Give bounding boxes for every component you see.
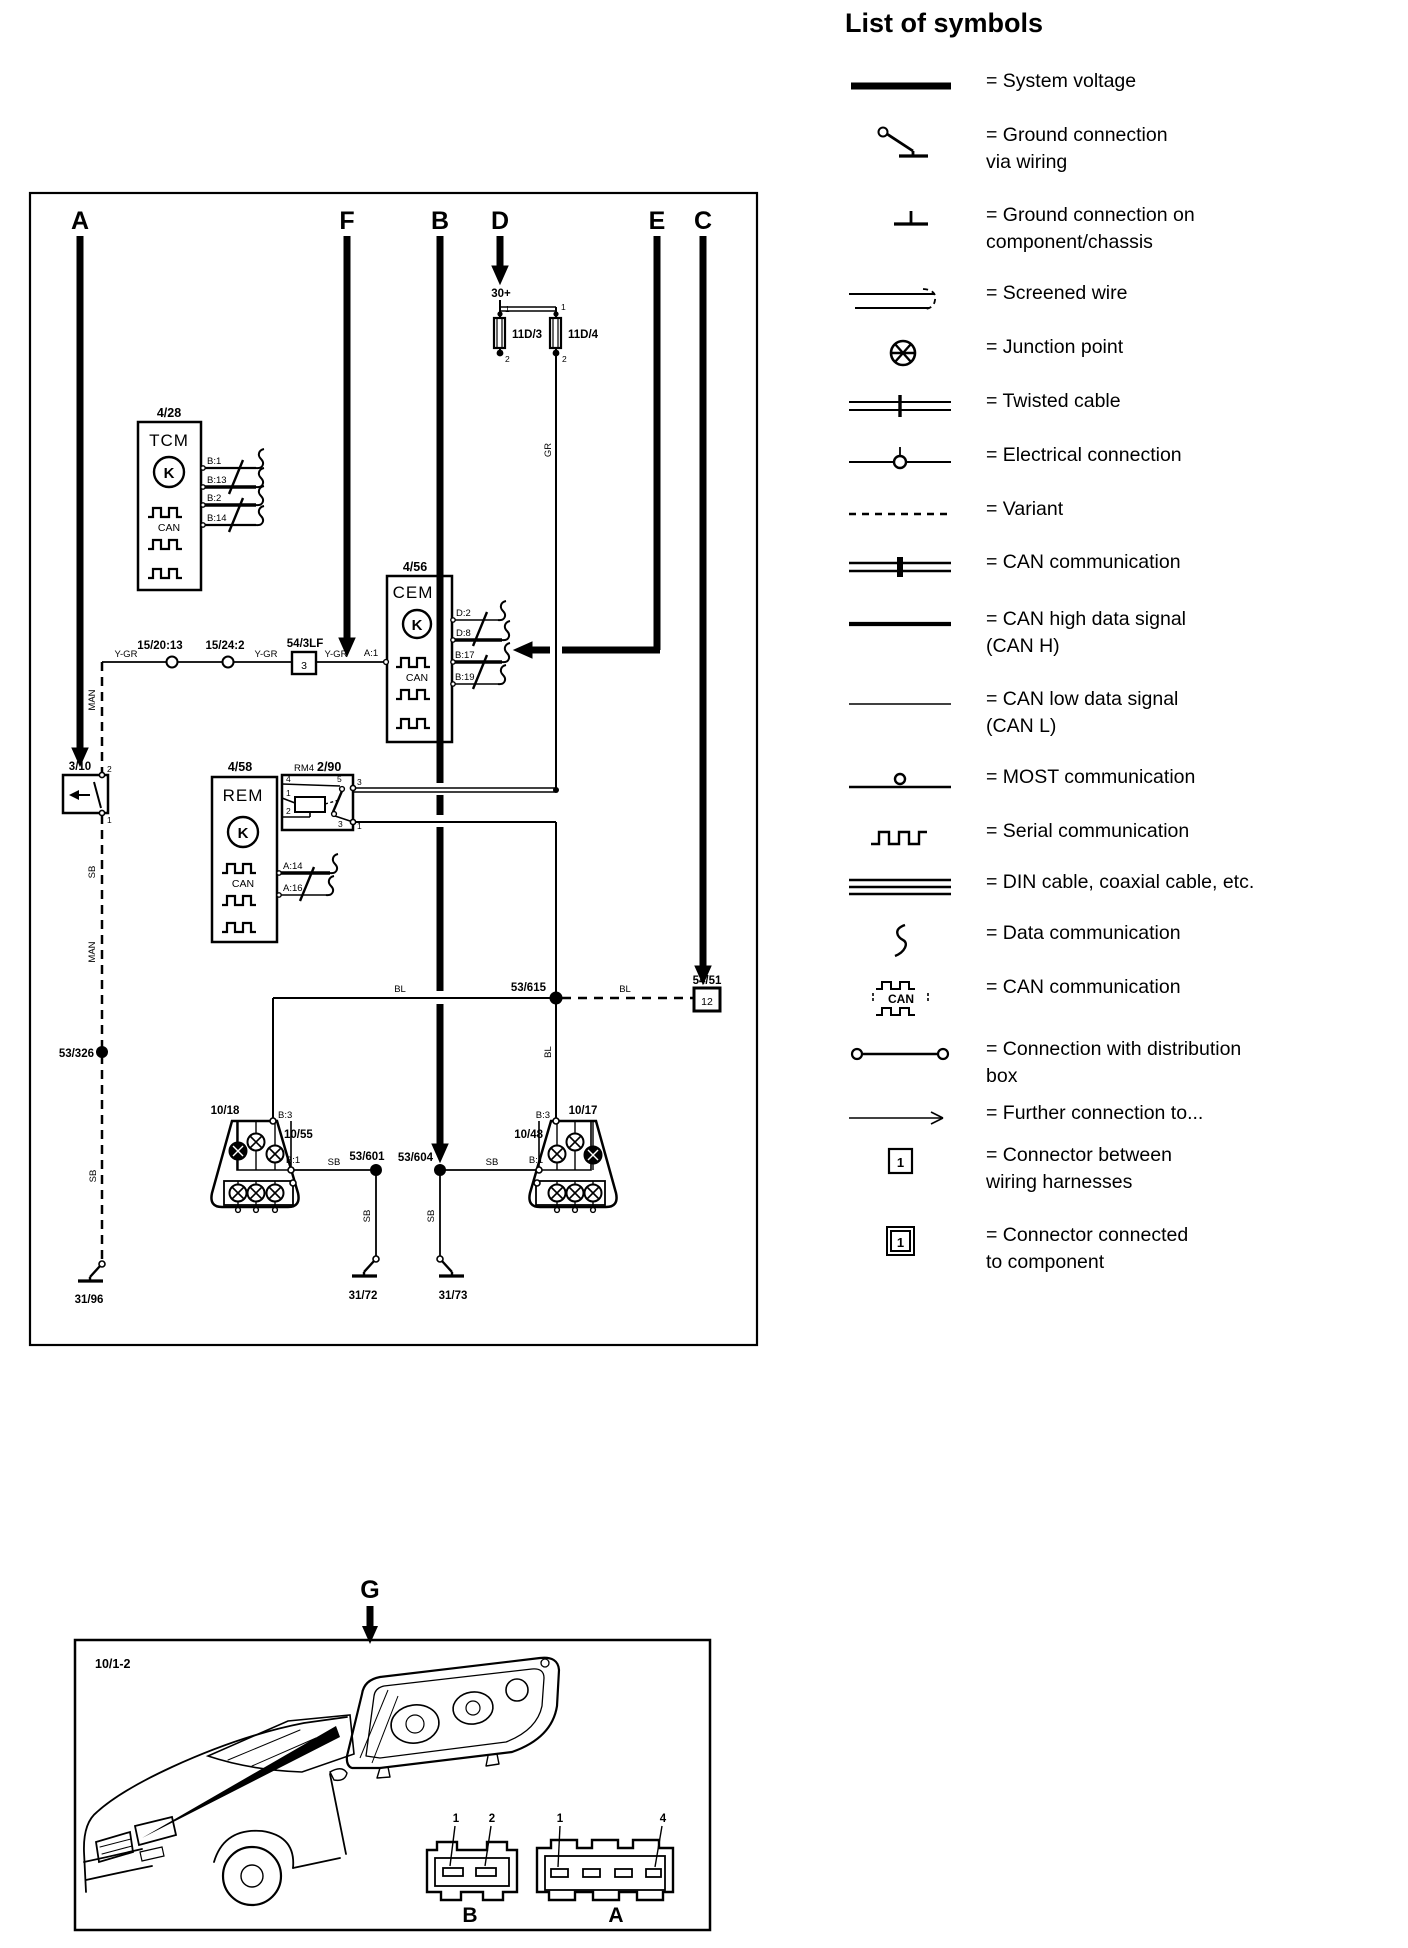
tcm-can: CAN [157,522,181,534]
symbol-legend [843,0,1408,1330]
wire-label-man: MAN [87,941,98,963]
legend-label: = Connector connected [986,1224,1189,1246]
tcm-module [138,406,264,590]
legend-label2: box [986,1065,1018,1087]
fuse-11d4 [550,302,599,364]
cem-k: K [411,617,423,634]
fuse-11d3-label: 11D/3 [512,329,543,341]
lamp-left-sub: 10/55 [284,1129,313,1141]
rem-pin-a14: A:14 [283,861,303,872]
tcm-pin-b2: B:2 [207,493,222,504]
fuse-11d4-label: 11D/4 [568,329,599,341]
connector-component-num: 1 [896,1235,905,1250]
lamp-cluster-left [211,1105,314,1212]
wire-label-gr: GR [543,442,554,458]
lamp-icon [567,1185,584,1202]
cem-pin-b19: B:19 [455,672,475,683]
figure-ref: 10/1-2 [95,1657,131,1671]
ygr-row [115,638,348,674]
legend-row-can-communication [843,549,1408,584]
can-box-icon [843,975,978,1021]
relay-pin5: 5 [337,774,342,784]
wire-junction [553,787,559,793]
connector-harness-icon [843,1143,978,1181]
ground-31-73-label: 31/73 [438,1290,468,1302]
cem-ref: 4/56 [402,560,428,574]
junction-point-icon [843,335,978,371]
can-communication-icon [843,550,978,584]
letter-f: F [339,207,355,235]
connector-54-51 [693,975,722,1011]
ground-on-component-icon [843,203,978,237]
system-voltage-icon [843,69,978,103]
legend-row-can-communication-box [843,974,1408,1021]
legend-row-ground-via-wiring [843,122,1408,176]
tcm-name: TCM [149,431,189,450]
cem-pin-d2: D:2 [456,608,471,619]
arrow-d [492,266,508,284]
lamp-left-pin-b1: B:1 [285,1155,301,1166]
legend-label: = DIN cable, coaxial cable, etc. [986,871,1255,893]
legend-label: = Twisted cable [986,390,1121,412]
legend-label: = MOST communication [986,766,1196,788]
rem-pin-a16: A:16 [283,883,303,894]
further-connection-icon [843,1101,978,1135]
pin-b3-terminal [270,1118,276,1124]
tcm-k: K [163,465,175,482]
legend-label: = CAN high data signal [986,608,1186,630]
diagram-frame [30,193,757,1345]
pin-b1-terminal [536,1167,542,1173]
lamp-icon [267,1185,284,1202]
car-illustration [84,1715,354,1905]
lamp-icon [567,1134,584,1151]
legend-label: = CAN communication [986,976,1181,998]
lamp-right-pin-b3: B:3 [535,1110,550,1121]
connector-harness-num: 1 [896,1155,905,1170]
distribution-box-icon [843,1037,978,1071]
fuse-11d3 [494,304,542,364]
lamp-icon [267,1146,284,1163]
lamp-cluster-right [514,1105,616,1212]
main-wiring-diagram [0,0,770,1360]
connector-a-pin4: 4 [659,1813,667,1825]
ground-31-72 [349,1256,379,1302]
legend-label: = Junction point [986,336,1124,358]
legend-row-further-connection [843,1100,1408,1135]
legend-label: = Data communication [986,922,1181,944]
switch-pin1: 1 [107,815,112,825]
lamp-right-ref: 10/17 [568,1105,598,1117]
junction-53-604-label: 53/604 [397,1152,433,1164]
twisted-cable-icon [843,389,978,423]
wire-label-man: MAN [87,689,98,711]
relay-pin2: 2 [286,806,291,816]
wire-label-sb: SB [362,1209,373,1223]
legend-label: = System voltage [986,70,1137,92]
can-low-icon [843,687,978,721]
legend-row-din-cable [843,869,1408,904]
variant-icon [843,497,978,531]
ground-31-73 [437,1256,467,1302]
cem-name: CEM [392,583,434,602]
rem-ref: 4/58 [227,760,253,774]
legend-row-ground-on-component [843,202,1408,256]
wire-label-sb: SB [88,1169,99,1183]
legend-label: = Screened wire [986,282,1128,304]
junction-15-20-13: 15/20:13 [137,640,183,652]
ground-31-96-label: 31/96 [74,1294,104,1306]
legend-label: = Serial communication [986,820,1190,842]
rem-can: CAN [231,878,255,890]
legend-label: = Variant [986,498,1064,520]
din-cable-icon [843,870,978,904]
legend-row-most-communication [843,764,1408,799]
connector-a-pin1: 1 [556,1813,564,1825]
tcm-pin-b1: B:1 [207,456,222,467]
most-communication-icon [843,765,978,799]
legend-label2: component/chassis [986,231,1153,253]
power-30: 30+ [491,288,511,300]
cem-can: CAN [405,672,429,684]
relay-2-90 [282,760,362,831]
legend-row-variant [843,496,1408,531]
pin-b3-terminal [553,1118,559,1124]
switch-pin2: 2 [107,764,112,774]
junction-15-24-2: 15/24:2 [205,640,245,652]
letter-b: B [430,207,450,235]
cem-pin-d8: D:8 [456,628,471,639]
wire-label-ygr: Y-GR [254,649,278,660]
electrical-connection-icon [167,657,178,668]
connector-b [427,1813,517,1927]
legend-label: = CAN low data signal [986,688,1179,710]
connector-54-3lf-num: 3 [301,660,307,672]
wire-label-bl: BL [543,1046,554,1058]
legend-row-data-communication [843,920,1408,961]
electrical-connection-icon [223,657,234,668]
relay-pin3: 3 [338,819,343,829]
lamp-right-sub: 10/48 [514,1129,543,1141]
letter-d: D [490,207,510,235]
connector-a [537,1813,673,1927]
legend-row-system-voltage [843,68,1408,103]
connector-b-label: B [462,1904,478,1927]
ground-31-72-label: 31/72 [348,1290,378,1302]
legend-label: = Electrical connection [986,444,1182,466]
arrow-e [514,642,532,658]
can-box-text: CAN [888,992,914,1006]
connector-54-51-num: 12 [701,996,713,1008]
junction-53-615 [550,992,563,1005]
tcm-pin-b13: B:13 [207,475,227,486]
fuse-11d4-pin2: 2 [562,354,567,364]
can-high-icon [843,607,978,641]
letter-a: A [70,207,90,235]
cem-pin-b17: B:17 [455,650,475,661]
ground-via-wiring-icon [843,123,978,171]
crossover [433,783,447,795]
switch-ref: 3/10 [68,761,92,773]
legend-label: = Further connection to... [986,1102,1204,1124]
legend-label2: (CAN H) [986,635,1060,657]
connector-component-icon [843,1223,978,1261]
fuse-11d3-pin1: 1 [505,304,510,314]
fog-lamp-icon [585,1147,602,1164]
connector-a-label: A [608,1904,624,1927]
legend-row-junction-point [843,334,1408,371]
legend-row-screened-wire [843,280,1408,319]
ground-31-96 [75,1261,105,1306]
wire-label-bl: BL [619,984,631,995]
lamp-left-ref: 10/18 [210,1105,240,1117]
junction-53-601-label: 53/601 [349,1151,385,1163]
legend-label2: (CAN L) [986,715,1057,737]
switch-3-10 [63,761,112,825]
junction-53-326 [96,1046,108,1058]
rem-name: REM [222,786,264,805]
lamp-icon [585,1185,602,1202]
connector-b-pin2: 2 [488,1813,496,1825]
letter-e: E [648,207,666,235]
junction-53-326-label: 53/326 [58,1048,94,1060]
legend-row-electrical-connection [843,442,1408,477]
cem-pin-a1: A:1 [363,648,379,659]
data-communication-icon [843,921,978,961]
pointer-to-headlamp [142,1726,340,1838]
relay-ref: 2/90 [317,760,342,774]
wire-label-bl: BL [394,984,406,995]
legend-row-connector-component [843,1222,1408,1276]
wire-label-ygr: Y-GR [324,649,348,660]
lamp-left-pin-b3: B:3 [278,1110,293,1121]
fuse-11d3-pin2: 2 [505,354,510,364]
tcm-pin-b14: B:14 [207,513,227,524]
component-location-figure [0,1560,770,1948]
lamp-icon [230,1185,247,1202]
legend-label2: via wiring [986,151,1068,173]
legend-label2: to component [986,1251,1105,1273]
pin-b1-terminal [288,1167,294,1173]
tcm-ref: 4/28 [156,406,182,420]
legend-row-twisted-cable [843,388,1408,423]
lamp-icon [248,1185,265,1202]
wire-label-sb: SB [87,865,98,879]
headlamp-illustration [347,1658,559,1778]
lamp-icon [248,1134,265,1151]
legend-label: = Ground connection on [986,204,1195,226]
serial-communication-icon [843,819,978,853]
electrical-connection-icon [843,443,978,477]
legend-row-can-high [843,606,1408,660]
screened-wire-icon [843,281,978,319]
wire-label-sb: SB [426,1209,437,1223]
relay-name: RM4 [294,763,315,774]
wire-label-sb: SB [327,1157,341,1168]
relay-pin4: 4 [286,774,291,784]
wire-label-ygr: Y-GR [114,649,138,660]
junction-53-615-label: 53/615 [510,982,546,994]
legend-row-distribution-box [843,1036,1408,1090]
arrow-b [432,1144,448,1162]
fog-lamp-icon [230,1143,247,1160]
letter-c: C [693,207,713,235]
legend-label: = CAN communication [986,551,1181,573]
wire-label-sb: SB [485,1157,499,1168]
lamp-right-pin-b1: B:1 [528,1155,544,1166]
legend-label: = Connection with distribution [986,1038,1242,1060]
legend-label: = Ground connection [986,124,1168,146]
fuse-11d4-pin1: 1 [561,302,566,312]
legend-title: List of symbols [845,8,1044,38]
letter-g: G [360,1576,380,1604]
connector-b-pin1: 1 [452,1813,460,1825]
legend-row-connector-harness [843,1142,1408,1196]
legend-label: = Connector between [986,1144,1172,1166]
relay-out-bottom: 1 [357,821,362,831]
relay-pin1: 1 [286,788,291,798]
rem-k: K [237,825,249,842]
legend-row-serial-communication [843,818,1408,853]
junction-53-601 [370,1164,382,1176]
legend-row-can-low [843,686,1408,740]
lamp-icon [549,1185,566,1202]
junction-53-604 [434,1164,446,1176]
legend-label2: wiring harnesses [986,1171,1133,1193]
connector-54-3lf-ref: 54/3LF [286,638,324,650]
arrow-g [362,1626,378,1644]
connector-54-51-ref: 54/51 [692,975,722,987]
lamp-icon [549,1146,566,1163]
relay-out-top: 3 [357,777,362,787]
